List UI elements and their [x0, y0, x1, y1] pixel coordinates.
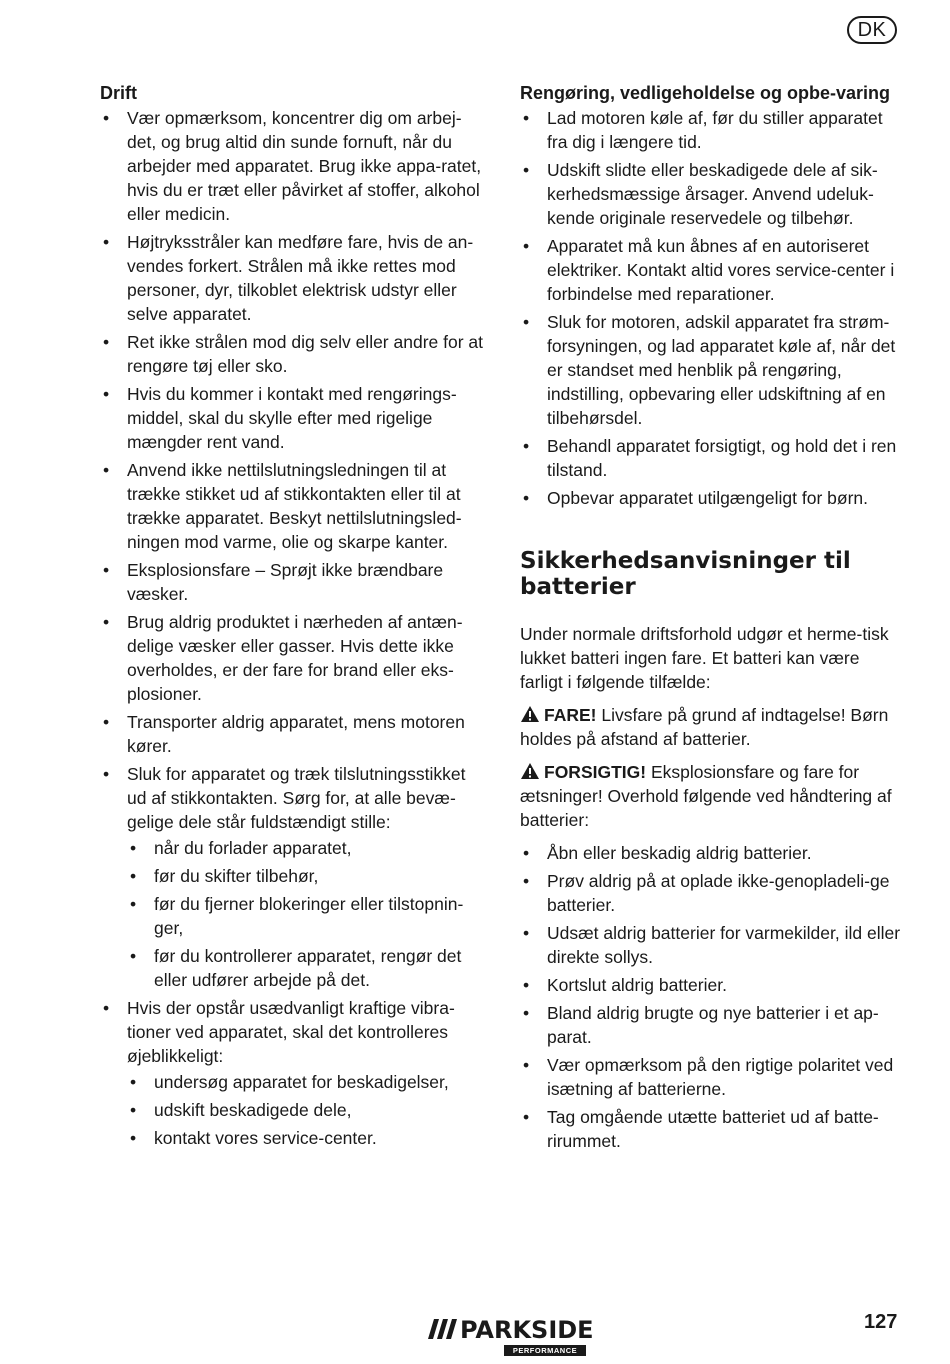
- list-item-text: Højtryksstråler kan medføre fare, hvis de an-vendes forkert. Strålen må ikke rettes mod personer, dyr, tilkoblet elektrisk udstyr eller selve apparatet.: [127, 232, 474, 324]
- list-item-text: Sluk for apparatet og træk tilslutningsstikket ud af stikkontakten. Sørg for, at alle bevæ-gelige dele står fuldstændigt stille:: [127, 764, 466, 832]
- bullet-icon: •: [523, 160, 530, 180]
- bullet-icon: •: [523, 488, 530, 508]
- drift-list: [100, 106, 485, 1150]
- cleaning-list: [520, 106, 904, 510]
- list-item: [100, 330, 485, 378]
- bullet-icon: •: [103, 108, 110, 128]
- list-item: [127, 836, 485, 860]
- list-item: [520, 1053, 904, 1101]
- left-column: [100, 82, 485, 1154]
- list-item-text: Åbn eller beskadig aldrig batterier.: [547, 843, 812, 863]
- list-item: [520, 841, 904, 865]
- bullet-icon: •: [103, 384, 110, 404]
- list-item-text: Tag omgående utætte batteriet ud af batte-rirummet.: [547, 1107, 879, 1151]
- list-item: [520, 973, 904, 997]
- list-item-text: Prøv aldrig på at oplade ikke-genopladeli-ge batterier.: [547, 871, 890, 915]
- list-item-text: Udsæt aldrig batterier for varmekilder, ild eller direkte sollys.: [547, 923, 901, 967]
- list-item: [100, 710, 485, 758]
- list-item-text: kontakt vores service-center.: [154, 1128, 377, 1148]
- bullet-icon: •: [523, 1003, 530, 1023]
- list-item: [100, 996, 485, 1150]
- battery-safety-heading: Sikkerhedsanvisninger til batterier: [520, 548, 851, 600]
- section-heading-drift: Drift: [100, 83, 137, 103]
- list-item-text: udskift beskadigede dele,: [154, 1100, 352, 1120]
- bullet-icon: •: [523, 108, 530, 128]
- list-item-text: Ret ikke strålen mod dig selv eller andre for at rengøre tøj eller sko.: [127, 332, 483, 376]
- list-item: [127, 892, 485, 940]
- list-item-text: Sluk for motoren, adskil apparatet fra strøm-forsyningen, og lad apparatet køle af, når det er standset med henblik på rengøring, indstilling, opbevaring eller udskiftning af en tilbehørsdel.: [547, 312, 896, 428]
- list-item-text: Lad motoren køle af, før du stiller apparatet fra dig i længere tid.: [547, 108, 883, 152]
- battery-list: [520, 841, 904, 1153]
- list-item-text: Brug aldrig produktet i nærheden af antæn-delige væsker eller gasser. Hvis dette ikke overholdes, er der fare for brand eller eks-plosioner.: [127, 612, 463, 704]
- list-item-text: før du fjerner blokeringer eller tilstopnin-ger,: [154, 894, 464, 938]
- sub-list: [127, 1070, 485, 1150]
- bullet-icon: •: [523, 236, 530, 256]
- section-heading-cleaning: Rengøring, vedligeholdelse og opbe-varing: [520, 83, 891, 103]
- list-item: [100, 458, 485, 554]
- bullet-icon: •: [523, 1055, 530, 1075]
- bullet-icon: •: [523, 871, 530, 891]
- bullet-icon: •: [130, 838, 137, 858]
- list-item: [127, 1126, 485, 1150]
- list-item: [520, 106, 904, 154]
- language-badge: DK: [847, 16, 897, 44]
- list-item: [520, 869, 904, 917]
- battery-intro: Under normale driftsforhold udgør et herme-tisk lukket batteri ingen fare. Et batteri kan være farligt i følgende tilfælde:: [520, 624, 889, 692]
- list-item-text: Udskift slidte eller beskadigede dele af sik-kerhedsmæssige årsager. Anvend udeluk-kende originale reservedele og tilbehør.: [547, 160, 878, 228]
- warning-icon: [520, 762, 540, 780]
- caution-label: FORSIGTIG!: [544, 762, 647, 782]
- page-number: 127: [864, 1311, 898, 1333]
- list-item: [520, 158, 904, 230]
- bullet-icon: •: [523, 923, 530, 943]
- list-item-text: Vær opmærksom, koncentrer dig om arbej-det, og brug altid din sunde fornuft, når du arbejder med apparatet. Brug ikke appa-ratet, hvis du er træt eller påvirket af stoffer, alkohol eller medicin.: [127, 108, 482, 224]
- list-item-text: Vær opmærksom på den rigtige polaritet ved isætning af batterierne.: [547, 1055, 894, 1099]
- list-item: [100, 106, 485, 226]
- caution-notice: [520, 760, 904, 832]
- bullet-icon: •: [523, 436, 530, 456]
- bullet-icon: •: [103, 332, 110, 352]
- bullet-icon: •: [523, 1107, 530, 1127]
- list-item: [520, 1105, 904, 1153]
- right-column: [520, 82, 904, 1157]
- list-item-text: Behandl apparatet forsigtigt, og hold det i ren tilstand.: [547, 436, 897, 480]
- bullet-icon: •: [103, 712, 110, 732]
- logo-text: PARKSIDE: [460, 1316, 594, 1344]
- list-item-text: Anvend ikke nettilslutningsledningen til at trække stikket ud af stikkontakten eller til at trække apparatet. Beskyt nettilslutningsled-ningen mod varme, olie og skarpe kanter.: [127, 460, 462, 552]
- list-item-text: før du skifter tilbehør,: [154, 866, 319, 886]
- sub-list: [127, 836, 485, 992]
- danger-text: Livsfare på grund af indtagelse! Børn holdes på afstand af batterier.: [520, 705, 889, 749]
- list-item: [100, 230, 485, 326]
- list-item: [127, 944, 485, 992]
- bullet-icon: •: [103, 998, 110, 1018]
- list-item: [520, 486, 904, 510]
- bullet-icon: •: [523, 843, 530, 863]
- list-item: [520, 234, 904, 306]
- bullet-icon: •: [130, 1128, 137, 1148]
- bullet-icon: •: [103, 560, 110, 580]
- list-item: [100, 610, 485, 706]
- bullet-icon: •: [523, 312, 530, 332]
- list-item-text: før du kontrollerer apparatet, rengør det eller udfører arbejde på det.: [154, 946, 462, 990]
- bullet-icon: •: [103, 612, 110, 632]
- bullet-icon: •: [130, 946, 137, 966]
- list-item-text: Apparatet må kun åbnes af en autoriseret elektriker. Kontakt altid vores service-center i forbindelse med reparationer.: [547, 236, 895, 304]
- parkside-logo: [428, 1316, 594, 1358]
- danger-label: FARE!: [544, 705, 597, 725]
- list-item: [100, 558, 485, 606]
- list-item-text: Hvis du kommer i kontakt med rengørings-middel, skal du skylle efter med rigelige mængder rent vand.: [127, 384, 457, 452]
- list-item-text: Transporter aldrig apparatet, mens motoren kører.: [127, 712, 465, 756]
- list-item: [520, 1001, 904, 1049]
- list-item: [100, 762, 485, 992]
- list-item: [100, 382, 485, 454]
- bullet-icon: •: [130, 1100, 137, 1120]
- bullet-icon: •: [103, 764, 110, 784]
- list-item: [127, 1070, 485, 1094]
- list-item-text: undersøg apparatet for beskadigelser,: [154, 1072, 449, 1092]
- list-item: [520, 434, 904, 482]
- bullet-icon: •: [103, 460, 110, 480]
- list-item-text: Opbevar apparatet utilgængeligt for børn.: [547, 488, 869, 508]
- list-item-text: Kortslut aldrig batterier.: [547, 975, 727, 995]
- bullet-icon: •: [103, 232, 110, 252]
- logo-subtitle: PERFORMANCE: [504, 1345, 586, 1356]
- danger-notice: [520, 703, 904, 751]
- list-item: [127, 1098, 485, 1122]
- bullet-icon: •: [130, 1072, 137, 1092]
- warning-icon: [520, 705, 540, 723]
- list-item-text: Hvis der opstår usædvanligt kraftige vibra-tioner ved apparatet, skal det kontrolleres øjeblikkeligt:: [127, 998, 455, 1066]
- list-item: [520, 921, 904, 969]
- bullet-icon: •: [130, 866, 137, 886]
- list-item: [520, 310, 904, 430]
- list-item-text: Eksplosionsfare – Sprøjt ikke brændbare væsker.: [127, 560, 444, 604]
- list-item-text: når du forlader apparatet,: [154, 838, 352, 858]
- list-item: [127, 864, 485, 888]
- logo-stripes-icon: [428, 1319, 458, 1343]
- list-item-text: Bland aldrig brugte og nye batterier i et ap-parat.: [547, 1003, 879, 1047]
- caution-text: Eksplosionsfare og fare for ætsninger! Overhold følgende ved håndtering af batterier:: [520, 762, 892, 830]
- bullet-icon: •: [130, 894, 137, 914]
- bullet-icon: •: [523, 975, 530, 995]
